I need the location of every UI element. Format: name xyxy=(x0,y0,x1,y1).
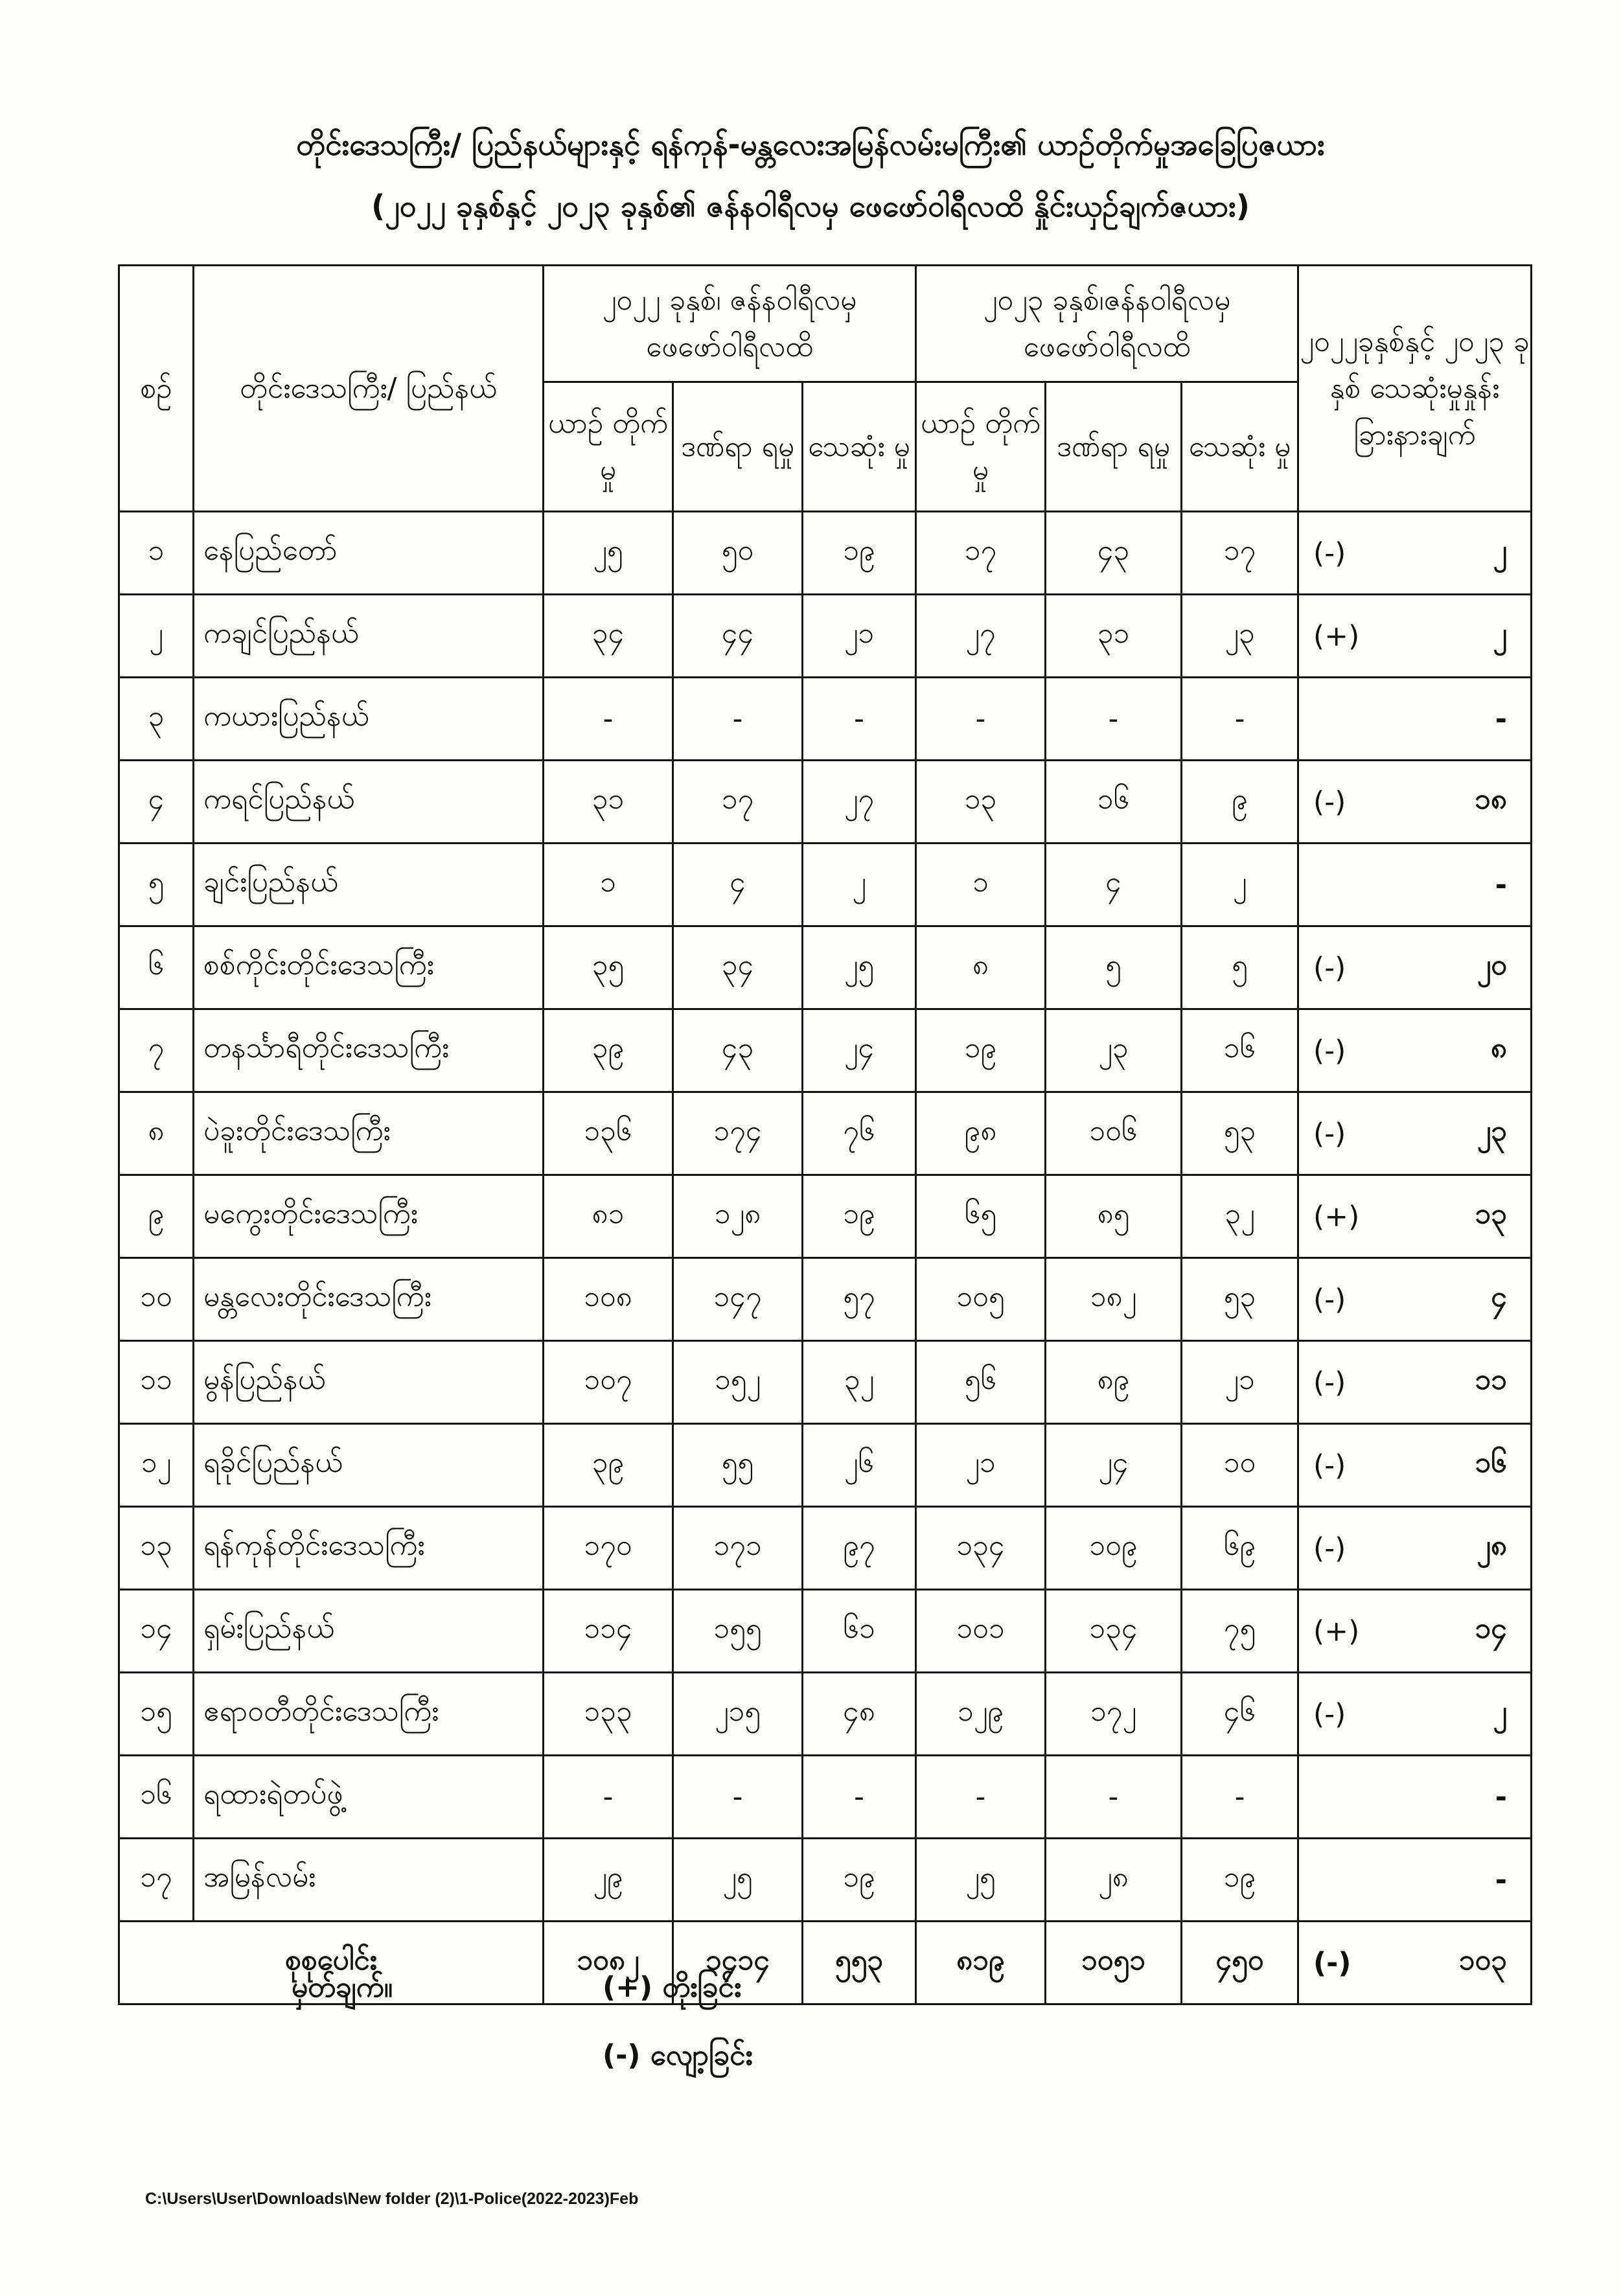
region-name: ရှမ်းပြည်နယ် xyxy=(194,1590,544,1673)
header-difference: ၂၀၂၂ခုနှစ်နှင့် ၂၀၂၃ ခုနှစ် သေဆုံးမှုနှုန်း ခြားနားချက် xyxy=(1298,266,1532,512)
accidents-2022: ၃၉ xyxy=(544,1424,673,1507)
note-title: မှတ်ချက်။ xyxy=(292,1971,393,2004)
difference-value: ၁၆ xyxy=(1475,1445,1508,1479)
total-injured-2022: ၁၄၁၄ xyxy=(673,1922,803,2004)
injured-2023: ၁၀၉ xyxy=(1046,1507,1182,1590)
difference-sign: (-) xyxy=(1313,1449,1346,1482)
region-name: အမြန်လမ်း xyxy=(194,1839,544,1922)
table-row xyxy=(119,1590,1532,1673)
difference-cell xyxy=(1298,595,1532,678)
region-name: ကချင်ပြည်နယ် xyxy=(194,595,544,678)
row-number: ၁၀ xyxy=(119,1258,194,1341)
injured-2022: ၂၅ xyxy=(673,1839,803,1922)
region-name: နေပြည်တော် xyxy=(194,512,544,595)
accidents-2022: ၃၄ xyxy=(544,595,673,678)
difference-value: ၁၃ xyxy=(1475,1197,1508,1230)
accidents-2023: ၁၃ xyxy=(916,761,1046,844)
region-name: ကရင်ပြည်နယ် xyxy=(194,761,544,844)
region-name: ပဲခူးတိုင်းဒေသကြီး xyxy=(194,1092,544,1175)
region-name: မန္တလေးတိုင်းဒေသကြီး xyxy=(194,1258,544,1341)
region-name: ချင်းပြည်နယ် xyxy=(194,844,544,926)
accidents-2022: ၃၉ xyxy=(544,1009,673,1092)
injured-2023: ၄၃ xyxy=(1046,512,1182,595)
accidents-2023: - xyxy=(916,678,1046,761)
difference-sign: (-) xyxy=(1313,1117,1346,1150)
deaths-2023: ၂၃ xyxy=(1182,595,1298,678)
accident-table xyxy=(118,264,1532,2005)
deaths-2022: ၂၇ xyxy=(803,761,916,844)
injured-2023: ၁၃၄ xyxy=(1046,1590,1182,1673)
deaths-2023: ၁၀ xyxy=(1182,1424,1298,1507)
accidents-2022: ၁၇၀ xyxy=(544,1507,673,1590)
injured-2022: ၅၅ xyxy=(673,1424,803,1507)
region-name: ဧရာဝတီတိုင်းဒေသကြီး xyxy=(194,1673,544,1756)
table-row xyxy=(119,761,1532,844)
deaths-2022: ၂၄ xyxy=(803,1009,916,1092)
difference-sign: (-) xyxy=(1313,1366,1346,1399)
accidents-2023: ၈ xyxy=(916,926,1046,1009)
deaths-2023: ၁၆ xyxy=(1182,1009,1298,1092)
difference-value: ၂၃ xyxy=(1477,1114,1508,1147)
accidents-2022: - xyxy=(544,678,673,761)
deaths-2023: ၁၇ xyxy=(1182,512,1298,595)
difference-sign: (-) xyxy=(1313,536,1346,569)
table-row xyxy=(119,926,1532,1009)
injured-2022: ၄၄ xyxy=(673,595,803,678)
difference-value: ၄ xyxy=(1491,1280,1508,1313)
accidents-2022: ၁၃၆ xyxy=(544,1092,673,1175)
header-period-2023: ၂၀၂၃ ခုနှစ်၊ဇန်နဝါရီလမှ ဖေဖော်ဝါရီလထိ xyxy=(916,266,1298,382)
deaths-2023: - xyxy=(1182,678,1298,761)
row-number: ၁၇ xyxy=(119,1839,194,1922)
row-number: ၁၆ xyxy=(119,1756,194,1839)
row-number: ၇ xyxy=(119,1009,194,1092)
header-no: စဉ် xyxy=(119,266,194,512)
injured-2023: ၁၈၂ xyxy=(1046,1258,1182,1341)
injured-2022: ၁၄၇ xyxy=(673,1258,803,1341)
table-row xyxy=(119,1092,1532,1175)
region-name: ကယားပြည်နယ် xyxy=(194,678,544,761)
difference-value: - xyxy=(1495,702,1508,735)
deaths-2022: ၃၂ xyxy=(803,1341,916,1424)
header-period-2022: ၂၀၂၂ ခုနှစ်၊ ဇန်နဝါရီလမှ ဖေဖော်ဝါရီလထိ xyxy=(544,266,916,382)
injured-2022: - xyxy=(673,678,803,761)
deaths-2023: ၁၉ xyxy=(1182,1839,1298,1922)
table-row xyxy=(119,1258,1532,1341)
injured-2022: ၃၄ xyxy=(673,926,803,1009)
difference-value: ၁၈ xyxy=(1475,782,1508,816)
deaths-2023: ၉ xyxy=(1182,761,1298,844)
row-number: ၆ xyxy=(119,926,194,1009)
deaths-2022: ၂၅ xyxy=(803,926,916,1009)
total-injured-2023: ၁၀၅၁ xyxy=(1046,1922,1182,2004)
accidents-2023: ၂၅ xyxy=(916,1839,1046,1922)
header-injured-2023: ဒဏ်ရာ ရမှု xyxy=(1046,382,1182,512)
difference-value: ၂၈ xyxy=(1477,1528,1508,1562)
deaths-2022: ၁၉ xyxy=(803,1839,916,1922)
difference-cell xyxy=(1298,678,1532,761)
injured-2023: ၂၄ xyxy=(1046,1424,1182,1507)
deaths-2023: ၂၁ xyxy=(1182,1341,1298,1424)
difference-value: ၁၄ xyxy=(1475,1611,1508,1645)
injured-2023: ၈၅ xyxy=(1046,1175,1182,1258)
deaths-2022: - xyxy=(803,1756,916,1839)
region-name: ရထားရဲတပ်ဖွဲ့ xyxy=(194,1756,544,1839)
row-number: ၈ xyxy=(119,1092,194,1175)
deaths-2022: ၇၆ xyxy=(803,1092,916,1175)
header-region: တိုင်းဒေသကြီး/ ပြည်နယ် xyxy=(194,266,544,512)
accidents-2022: ၁ xyxy=(544,844,673,926)
accidents-2022: ၁၀၇ xyxy=(544,1341,673,1424)
accidents-2023: ၂၁ xyxy=(916,1424,1046,1507)
deaths-2023: ၂ xyxy=(1182,844,1298,926)
difference-sign: (+) xyxy=(1313,619,1360,652)
header-deaths-2022: သေဆုံး မှု xyxy=(803,382,916,512)
row-number: ၄ xyxy=(119,761,194,844)
injured-2023: ၄ xyxy=(1046,844,1182,926)
difference-cell xyxy=(1298,1258,1532,1341)
deaths-2023: ၅ xyxy=(1182,926,1298,1009)
difference-sign: (+) xyxy=(1313,1200,1360,1233)
total-difference xyxy=(1298,1922,1532,2004)
accidents-2023: ၁၀၁ xyxy=(916,1590,1046,1673)
injured-2022: ၁၂၈ xyxy=(673,1175,803,1258)
difference-value: ၈ xyxy=(1490,1031,1508,1064)
row-number: ၂ xyxy=(119,595,194,678)
injured-2023: ၂၃ xyxy=(1046,1009,1182,1092)
deaths-2022: ၉၇ xyxy=(803,1507,916,1590)
region-name: တနင်္သာရီတိုင်းဒေသကြီး xyxy=(194,1009,544,1092)
deaths-2022: - xyxy=(803,678,916,761)
difference-sign: (-) xyxy=(1313,785,1346,818)
header-deaths-2023: သေဆုံး မှု xyxy=(1182,382,1298,512)
accidents-2023: ၅၆ xyxy=(916,1341,1046,1424)
injured-2022: ၁၅၅ xyxy=(673,1590,803,1673)
accidents-2022: ၁၃၃ xyxy=(544,1673,673,1756)
accidents-2023: ၆၅ xyxy=(916,1175,1046,1258)
difference-cell xyxy=(1298,1673,1532,1756)
accidents-2022: ၃၅ xyxy=(544,926,673,1009)
file-path-footer: C:\Users\User\Downloads\New folder (2)\1-Police(2022-2023)Feb xyxy=(145,2190,639,2208)
table-row xyxy=(119,1673,1532,1756)
deaths-2023: ၄၆ xyxy=(1182,1673,1298,1756)
difference-cell xyxy=(1298,926,1532,1009)
difference-value: ၂ xyxy=(1493,616,1508,650)
difference-sign: (+) xyxy=(1313,1614,1360,1647)
table-row xyxy=(119,512,1532,595)
accidents-2023: ၁၉ xyxy=(916,1009,1046,1092)
table-row xyxy=(119,595,1532,678)
region-name: စစ်ကိုင်းတိုင်းဒေသကြီး xyxy=(194,926,544,1009)
page-title: တိုင်းဒေသကြီး/ ပြည်နယ်များနှင့် ရန်ကုန်-မန္တလေးအမြန်လမ်းမကြီး၏ ယာဉ်တိုက်မှုအခြေပြဇယား xyxy=(296,127,1325,162)
header-injured-2022: ဒဏ်ရာ ရမှု xyxy=(673,382,803,512)
accidents-2022: ၁၁၄ xyxy=(544,1590,673,1673)
table-row xyxy=(119,1507,1532,1590)
total-deaths-2023: ၄၅၀ xyxy=(1182,1922,1298,2004)
difference-value: ၂ xyxy=(1493,533,1508,567)
total-difference-value: ၁၀၃ xyxy=(1458,1943,1508,1977)
region-name: မွန်ပြည်နယ် xyxy=(194,1341,544,1424)
injured-2023: - xyxy=(1046,678,1182,761)
header-accidents-2022: ယာဉ် တိုက်မှု xyxy=(544,382,673,512)
difference-sign: (-) xyxy=(1313,1697,1346,1730)
row-number: ၉ xyxy=(119,1175,194,1258)
row-number: ၁၂ xyxy=(119,1424,194,1507)
injured-2022: ၅၀ xyxy=(673,512,803,595)
total-accidents-2022: ၁၀၈၂ xyxy=(544,1922,673,2004)
row-number: ၁၃ xyxy=(119,1507,194,1590)
row-number: ၅ xyxy=(119,844,194,926)
difference-cell xyxy=(1298,1590,1532,1673)
accidents-2023: ၁၇ xyxy=(916,512,1046,595)
accidents-2022: ၂၅ xyxy=(544,512,673,595)
difference-sign: (-) xyxy=(1313,1283,1346,1316)
difference-cell xyxy=(1298,1507,1532,1590)
row-number: ၁၅ xyxy=(119,1673,194,1756)
page-subtitle: (၂၀၂၂ ခုနှစ်နှင့် ၂၀၂၃ ခုနှစ်၏ ဇန်နဝါရီလမှ ဖေဖော်ဝါရီလထိ နှိုင်းယှဉ်ချက်ဇယား) xyxy=(371,189,1250,224)
accidents-2023: ၁၀၅ xyxy=(916,1258,1046,1341)
injured-2022: ၄ xyxy=(673,844,803,926)
difference-cell xyxy=(1298,1009,1532,1092)
row-number: ၁၄ xyxy=(119,1590,194,1673)
deaths-2023: ၆၉ xyxy=(1182,1507,1298,1590)
deaths-2023: - xyxy=(1182,1756,1298,1839)
difference-cell xyxy=(1298,1341,1532,1424)
deaths-2023: ၅၃ xyxy=(1182,1258,1298,1341)
difference-value: - xyxy=(1495,1780,1508,1813)
table-row xyxy=(119,1756,1532,1839)
difference-cell xyxy=(1298,1175,1532,1258)
injured-2023: ၁၆ xyxy=(1046,761,1182,844)
injured-2023: ၃၁ xyxy=(1046,595,1182,678)
note-plus: (+) တိုးခြင်း xyxy=(603,1971,742,2004)
difference-cell xyxy=(1298,1424,1532,1507)
accidents-2023: - xyxy=(916,1756,1046,1839)
difference-sign: (-) xyxy=(1313,1532,1346,1565)
note-minus: (-) လျော့ခြင်း xyxy=(603,2039,753,2072)
injured-2022: ၁၇၄ xyxy=(673,1092,803,1175)
injured-2023: ၂၈ xyxy=(1046,1839,1182,1922)
row-number: ၁ xyxy=(119,512,194,595)
deaths-2022: ၂ xyxy=(803,844,916,926)
difference-cell xyxy=(1298,1092,1532,1175)
total-deaths-2022: ၅၅၃ xyxy=(803,1922,916,2004)
accidents-2022: ၁၀၈ xyxy=(544,1258,673,1341)
total-accidents-2023: ၈၁၉ xyxy=(916,1922,1046,2004)
deaths-2022: ၅၇ xyxy=(803,1258,916,1341)
table-row xyxy=(119,1839,1532,1922)
injured-2022: ၁၅၂ xyxy=(673,1341,803,1424)
difference-sign: (-) xyxy=(1313,951,1346,984)
difference-value: ၂ xyxy=(1493,1694,1508,1728)
difference-cell xyxy=(1298,761,1532,844)
accidents-2022: ၂၉ xyxy=(544,1839,673,1922)
difference-cell xyxy=(1298,1756,1532,1839)
injured-2023: - xyxy=(1046,1756,1182,1839)
deaths-2022: ၁၉ xyxy=(803,1175,916,1258)
deaths-2022: ၆၁ xyxy=(803,1590,916,1673)
region-name: ရန်ကုန်တိုင်းဒေသကြီး xyxy=(194,1507,544,1590)
deaths-2023: ၃၂ xyxy=(1182,1175,1298,1258)
accidents-2023: ၁၂၉ xyxy=(916,1673,1046,1756)
accidents-2022: ၈၁ xyxy=(544,1175,673,1258)
injured-2022: ၂၁၅ xyxy=(673,1673,803,1756)
difference-cell xyxy=(1298,512,1532,595)
difference-value: - xyxy=(1495,868,1508,901)
injured-2022: - xyxy=(673,1756,803,1839)
injured-2023: ၁၇၂ xyxy=(1046,1673,1182,1756)
region-name: မကွေးတိုင်းဒေသကြီး xyxy=(194,1175,544,1258)
injured-2023: ၅ xyxy=(1046,926,1182,1009)
injured-2022: ၁၇ xyxy=(673,761,803,844)
accidents-2023: ၁၃၄ xyxy=(916,1507,1046,1590)
deaths-2022: ၁၉ xyxy=(803,512,916,595)
row-number: ၃ xyxy=(119,678,194,761)
table-row xyxy=(119,1009,1532,1092)
table-row xyxy=(119,1175,1532,1258)
deaths-2022: ၂၆ xyxy=(803,1424,916,1507)
table-row xyxy=(119,678,1532,761)
accidents-2023: ၂၇ xyxy=(916,595,1046,678)
deaths-2022: ၂၁ xyxy=(803,595,916,678)
header-accidents-2023: ယာဉ် တိုက်မှု xyxy=(916,382,1046,512)
total-difference-sign: (-) xyxy=(1313,1946,1351,1979)
injured-2023: ၁၀၆ xyxy=(1046,1092,1182,1175)
injured-2022: ၄၃ xyxy=(673,1009,803,1092)
table-row xyxy=(119,844,1532,926)
deaths-2022: ၄၈ xyxy=(803,1673,916,1756)
difference-sign: (-) xyxy=(1313,1034,1346,1067)
accidents-2022: ၃၁ xyxy=(544,761,673,844)
accidents-2022: - xyxy=(544,1756,673,1839)
injured-2022: ၁၇၁ xyxy=(673,1507,803,1590)
row-number: ၁၁ xyxy=(119,1341,194,1424)
difference-value: ၁၁ xyxy=(1475,1362,1508,1396)
table-row xyxy=(119,1424,1532,1507)
injured-2023: ၈၉ xyxy=(1046,1341,1182,1424)
difference-cell xyxy=(1298,1839,1532,1922)
table-row xyxy=(119,1341,1532,1424)
accidents-2023: ၉၈ xyxy=(916,1092,1046,1175)
difference-value: - xyxy=(1495,1863,1508,1896)
total-label: စုစုပေါင်း xyxy=(119,1922,544,2004)
difference-cell xyxy=(1298,844,1532,926)
difference-value: ၂၀ xyxy=(1477,948,1508,982)
accidents-2023: ၁ xyxy=(916,844,1046,926)
deaths-2023: ၅၃ xyxy=(1182,1092,1298,1175)
region-name: ရခိုင်ပြည်နယ် xyxy=(194,1424,544,1507)
deaths-2023: ၇၅ xyxy=(1182,1590,1298,1673)
